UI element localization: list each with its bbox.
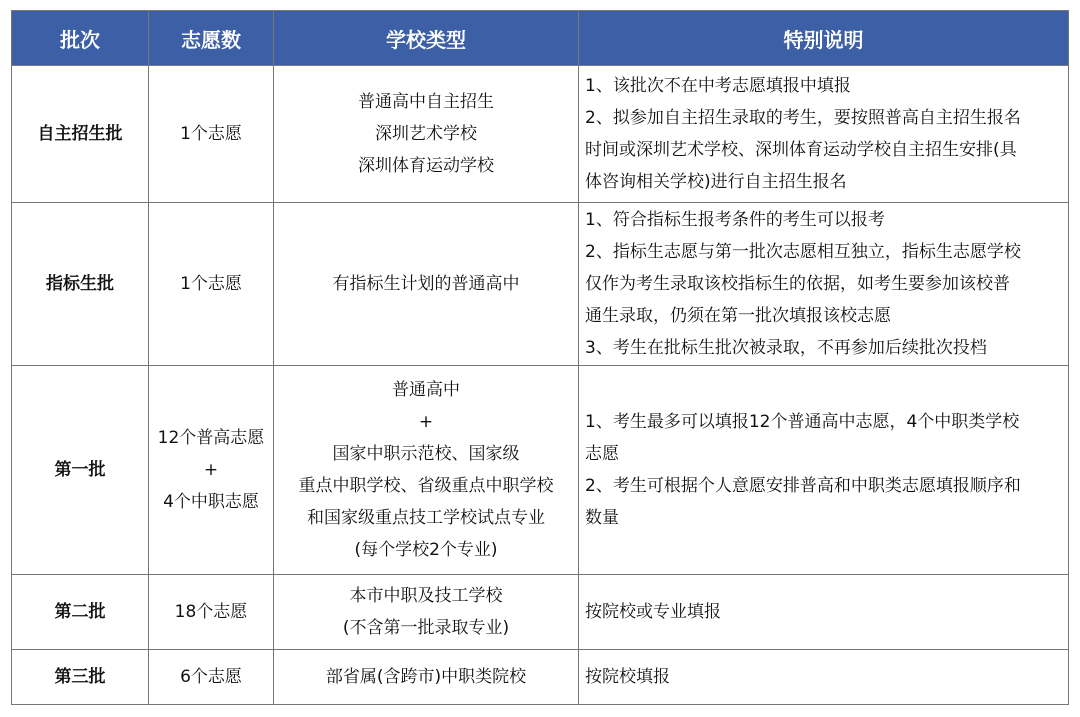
batch-cell: 指标生批	[12, 203, 149, 366]
school-type-line: 和国家级重点技工学校试点专业	[307, 508, 545, 528]
batch-cell: 自主招生批	[12, 66, 149, 203]
note-line: 2、考生可根据个人意愿安排普高和中职类志愿填报顺序和	[585, 476, 1021, 496]
count-line: 6个志愿	[180, 667, 242, 687]
school-type-line: 有指标生计划的普通高中	[332, 274, 520, 294]
note-line: 2、指标生志愿与第一批次志愿相互独立，指标生志愿学校	[585, 242, 1021, 262]
school-type-line: 本市中职及技工学校	[349, 586, 503, 606]
notes-cell	[579, 66, 1069, 203]
count-cell	[149, 366, 274, 575]
school-type-cell	[274, 203, 579, 366]
school-type-cell	[274, 650, 579, 705]
count-line: 12个普高志愿	[157, 428, 265, 448]
note-line: 体咨询相关学校)进行自主招生报名	[585, 172, 847, 192]
header-notes: 特别说明	[579, 11, 1069, 66]
batch-cell: 第三批	[12, 650, 149, 705]
notes-cell	[579, 203, 1069, 366]
batch-cell: 第二批	[12, 575, 149, 650]
note-line: 2、拟参加自主招生录取的考生，要按照普高自主招生报名	[585, 108, 1021, 128]
school-type-cell	[274, 366, 579, 575]
school-type-line: 深圳体育运动学校	[358, 156, 494, 176]
note-line: 仅作为考生录取该校指标生的依据，如考生要参加该校普	[585, 274, 1010, 294]
school-type-line: (每个学校2个专业)	[354, 540, 498, 560]
admission-table-wrapper	[11, 10, 1069, 705]
school-type-line: (不含第一批录取专业)	[342, 618, 510, 638]
school-type-line: 普通高中自主招生	[358, 92, 494, 112]
note-line: 按院校填报	[585, 667, 670, 687]
school-type-cell	[274, 66, 579, 203]
count-line: 18个志愿	[174, 602, 248, 622]
school-type-line: 深圳艺术学校	[375, 124, 477, 144]
admission-batch-table	[11, 10, 1069, 705]
count-cell	[149, 203, 274, 366]
note-line: 3、考生在批标生批次被录取，不再参加后续批次投档	[585, 338, 987, 358]
school-type-line: 重点中职学校、省级重点中职学校	[298, 476, 554, 496]
note-line: 1、考生最多可以填报12个普通高中志愿，4个中职类学校	[585, 412, 1020, 432]
note-line: 1、符合指标生报考条件的考生可以报考	[585, 210, 885, 230]
count-line: +	[203, 460, 219, 480]
school-type-line: +	[418, 412, 434, 432]
notes-cell	[579, 366, 1069, 575]
school-type-line: 普通高中	[392, 380, 460, 400]
count-line: 4个中职志愿	[163, 492, 259, 512]
table-row	[12, 66, 1069, 203]
header-count: 志愿数	[149, 11, 274, 66]
note-line: 数量	[585, 508, 619, 528]
note-line: 按院校或专业填报	[585, 602, 721, 622]
count-cell	[149, 575, 274, 650]
count-line: 1个志愿	[180, 124, 242, 144]
table-header-row	[12, 11, 1069, 66]
school-type-cell	[274, 575, 579, 650]
table-row	[12, 575, 1069, 650]
table-row	[12, 203, 1069, 366]
notes-cell	[579, 575, 1069, 650]
notes-cell	[579, 650, 1069, 705]
note-line: 时间或深圳艺术学校、深圳体育运动学校自主招生安排(具	[585, 140, 1017, 160]
school-type-line: 部省属(含跨市)中职类院校	[325, 667, 527, 687]
header-school-type: 学校类型	[274, 11, 579, 66]
school-type-line: 国家中职示范校、国家级	[332, 444, 520, 464]
count-cell	[149, 66, 274, 203]
header-batch: 批次	[12, 11, 149, 66]
count-cell	[149, 650, 274, 705]
table-row	[12, 366, 1069, 575]
note-line: 志愿	[585, 444, 619, 464]
note-line: 通生录取，仍须在第一批次填报该校志愿	[585, 306, 891, 326]
note-line: 1、该批次不在中考志愿填报中填报	[585, 76, 851, 96]
table-row	[12, 650, 1069, 705]
batch-cell: 第一批	[12, 366, 149, 575]
count-line: 1个志愿	[180, 274, 242, 294]
